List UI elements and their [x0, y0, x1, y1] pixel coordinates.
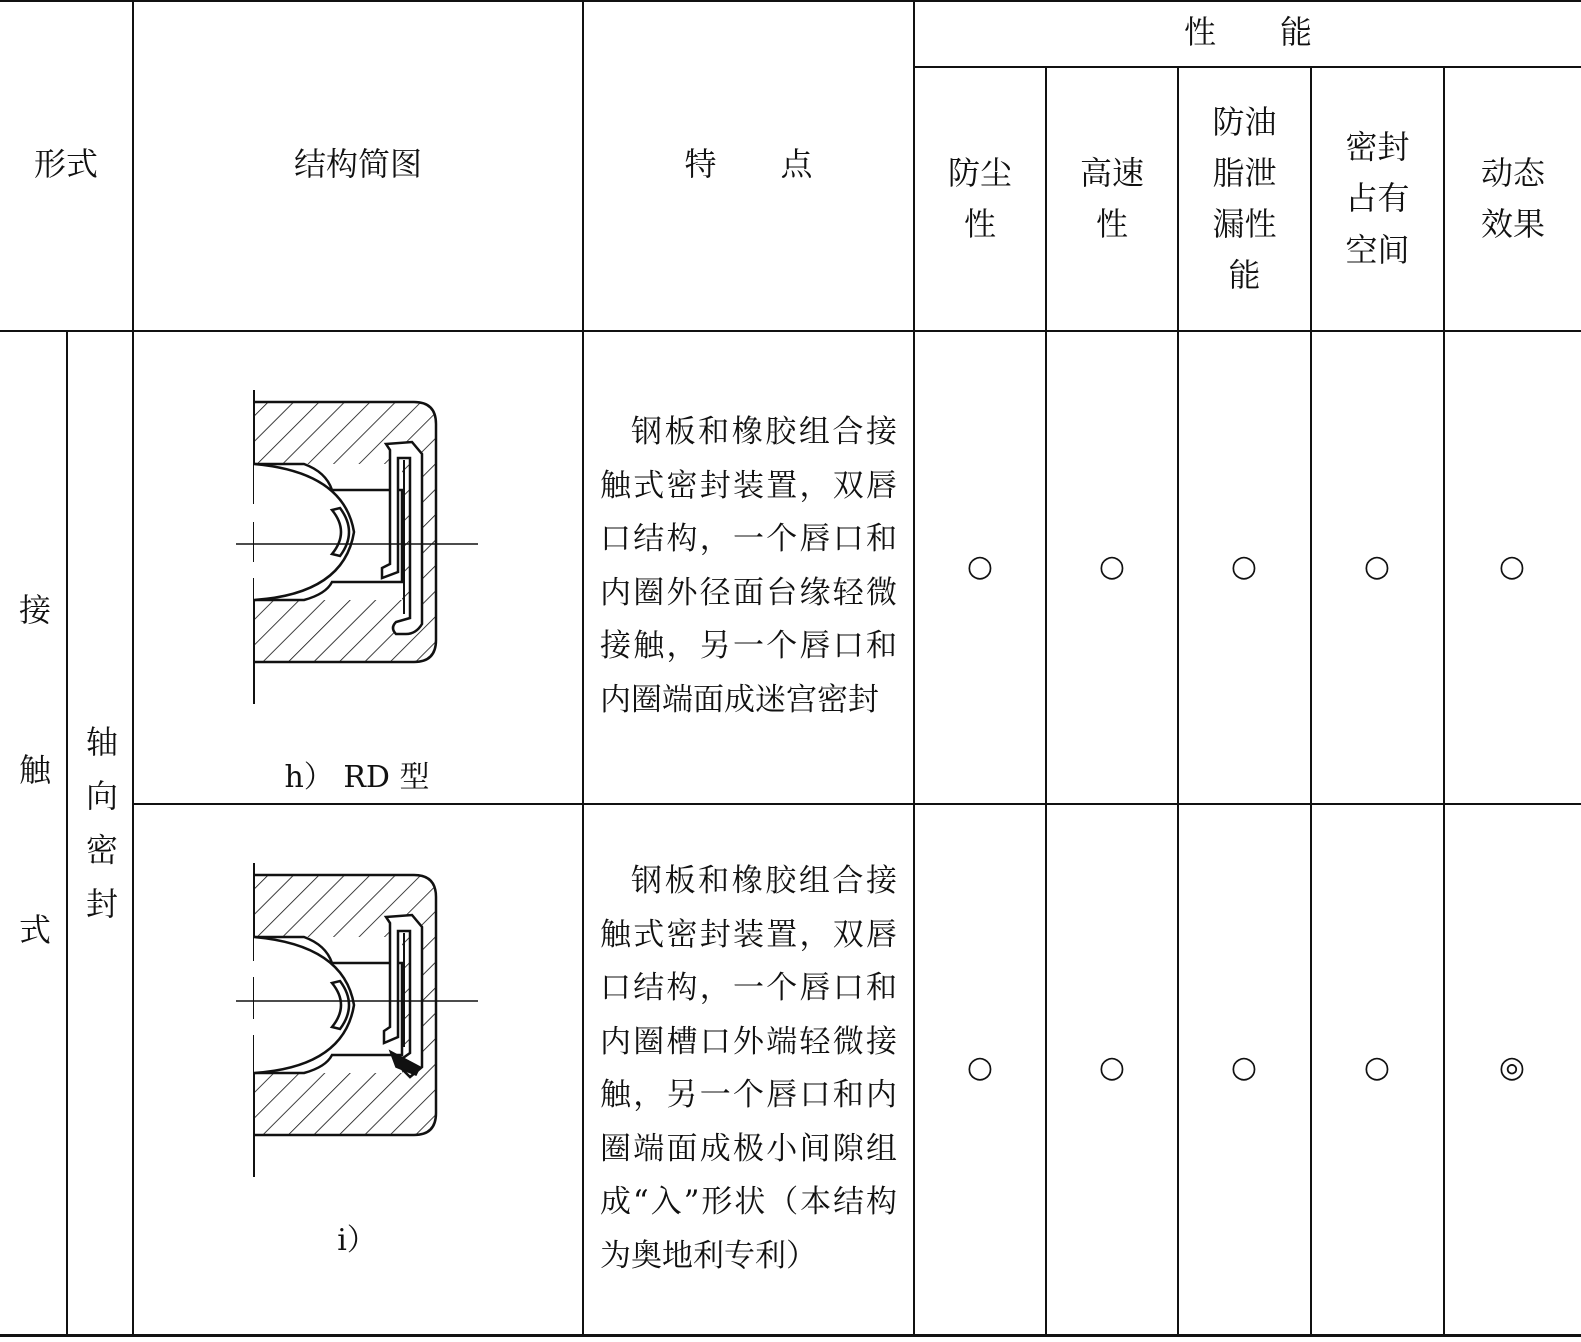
header-seal-space: 密封 占有 空间: [1345, 128, 1410, 269]
mark-rd-seal-space: ○: [1363, 549, 1391, 584]
mark-rd-grease-leak: ○: [1230, 549, 1258, 584]
group-axial-seal: 轴向密封: [81, 725, 119, 941]
feature-text-rd: 钢板和橡胶组合接触式密封装置，双唇口结构，一个唇口和内圈外径面台缘轻微接触，另一个唇口和内圈端面成迷宫密封: [600, 414, 897, 718]
feature-text-i: 钢板和橡胶组合接触式密封装置，双唇口结构，一个唇口和内圈槽口外端轻微接触，另一个唇口和内圈端面成极小间隙组成“入”形状（本结构为奥地利专利）: [600, 863, 897, 1274]
header-grease-leak: 防油 脂泄 漏性 能: [1212, 102, 1277, 295]
header-form: 形式: [33, 145, 98, 184]
header-performance: 性 能: [1183, 13, 1312, 52]
diagram-rd-seal: [134, 332, 582, 802]
rule-bottom: [0, 1334, 1581, 1337]
diagram-caption-rd: h） RD 型: [284, 760, 430, 795]
mark-i-dynamic-effect: ◎: [1498, 1050, 1526, 1085]
mark-i-seal-space: ○: [1363, 1050, 1391, 1085]
mark-i-grease-leak: ○: [1230, 1050, 1258, 1085]
header-high-speed: 高速 性: [1079, 153, 1144, 243]
mark-rd-dynamic-effect: ○: [1498, 549, 1526, 584]
header-dust-proof: 防尘 性: [947, 153, 1012, 243]
mark-rd-high-speed: ○: [1098, 549, 1126, 584]
diagram-caption-i: i）: [337, 1223, 377, 1258]
mark-i-high-speed: ○: [1098, 1050, 1126, 1085]
mark-i-dust-proof: ○: [966, 1050, 994, 1085]
header-feature: 特 点: [684, 145, 813, 184]
group-contact-type: 接触式: [14, 593, 52, 1073]
header-diagram: 结构简图: [293, 145, 422, 184]
mark-rd-dust-proof: ○: [966, 549, 994, 584]
header-dynamic-effect: 动态 效果: [1480, 153, 1545, 243]
